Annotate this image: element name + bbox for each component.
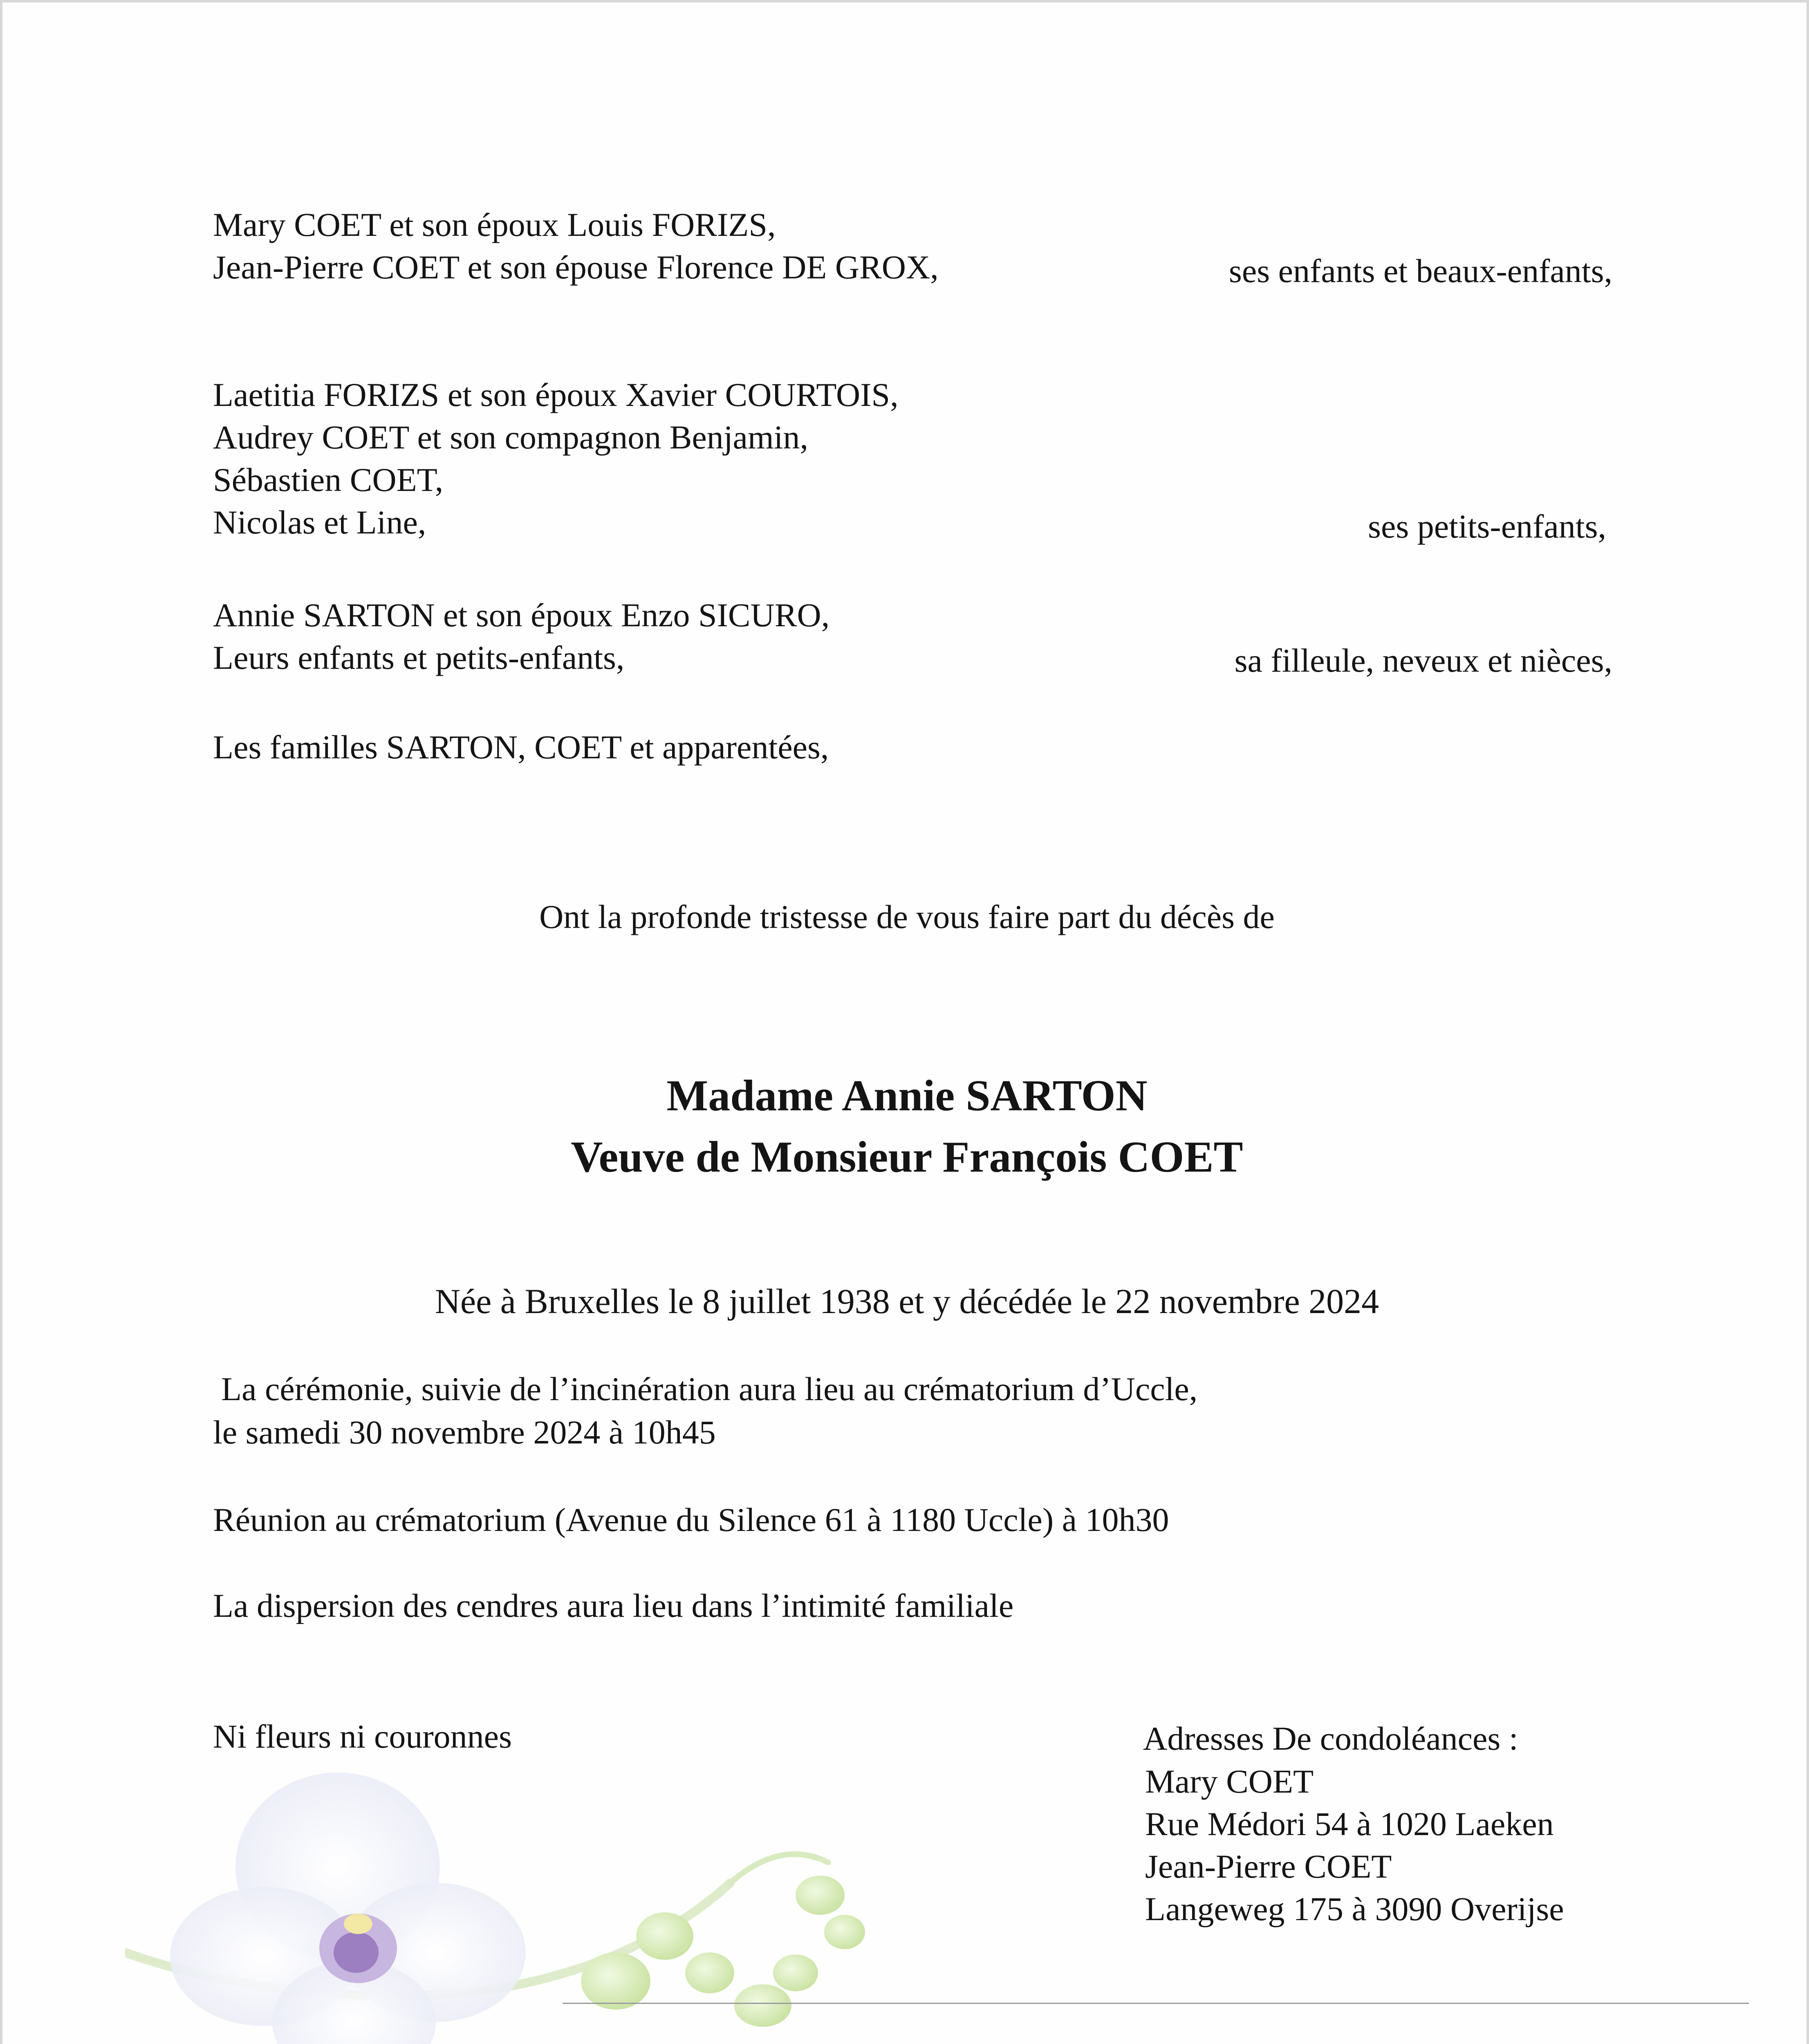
meeting-info: Réunion au crématorium (Avenue du Silence 61 à 1180 Uccle) à 10h30 [213, 1501, 1169, 1538]
nieces-line-1: Annie SARTON et son époux Enzo SICURO, [213, 596, 830, 634]
children-line-1: Mary COET et son époux Louis FORIZS, [213, 206, 776, 243]
birth-death: Née à Bruxelles le 8 juillet 1938 et y décédée le 22 novembre 2024 [435, 1282, 1379, 1321]
families-line: Les familles SARTON, COET et apparentées, [213, 728, 829, 766]
deceased-name: Madame Annie SARTON [666, 1071, 1148, 1120]
condolences-title: Adresses De condoléances : [1143, 1720, 1518, 1757]
ceremony-line-2: le samedi 30 novembre 2024 à 10h45 [213, 1414, 716, 1451]
orchid-icon [125, 1760, 902, 2044]
grandchildren-line-1: Laetitia FORIZS et son époux Xavier COURTOIS, [213, 376, 899, 413]
dispersion-info: La dispersion des cendres aura lieu dans l’intimité familiale [213, 1587, 1014, 1624]
announcement: Ont la profonde tristesse de vous faire part du décès de [539, 898, 1275, 935]
children-line-2: Jean-Pierre COET et son épouse Florence DE GROX, [213, 249, 939, 286]
condolences-line-3: Jean-Pierre COET [1145, 1848, 1392, 1885]
condolences-line-2: Rue Médori 54 à 1020 Laeken [1145, 1805, 1554, 1842]
grandchildren-line-4: Nicolas et Line, [213, 504, 426, 541]
ceremony-line-1: La cérémonie, suivie de l’incinération aura lieu au crématorium d’Uccle, [221, 1370, 1198, 1407]
no-flowers: Ni fleurs ni couronnes [213, 1718, 512, 1755]
grandchildren-relation: ses petits-enfants, [1368, 508, 1606, 545]
footer-separator [563, 2003, 1749, 2004]
deceased-widow-of: Veuve de Monsieur François COET [571, 1133, 1243, 1181]
grandchildren-line-3: Sébastien COET, [213, 461, 444, 498]
nieces-relation: sa filleule, neveux et nièces, [1234, 642, 1612, 679]
nieces-line-2: Leurs enfants et petits-enfants, [213, 639, 625, 676]
children-relation: ses enfants et beaux-enfants, [1228, 252, 1612, 289]
condolences-line-1: Mary COET [1145, 1763, 1314, 1800]
grandchildren-line-2: Audrey COET et son compagnon Benjamin, [213, 419, 809, 456]
condolences-line-4: Langeweg 175 à 3090 Overijse [1145, 1890, 1564, 1927]
